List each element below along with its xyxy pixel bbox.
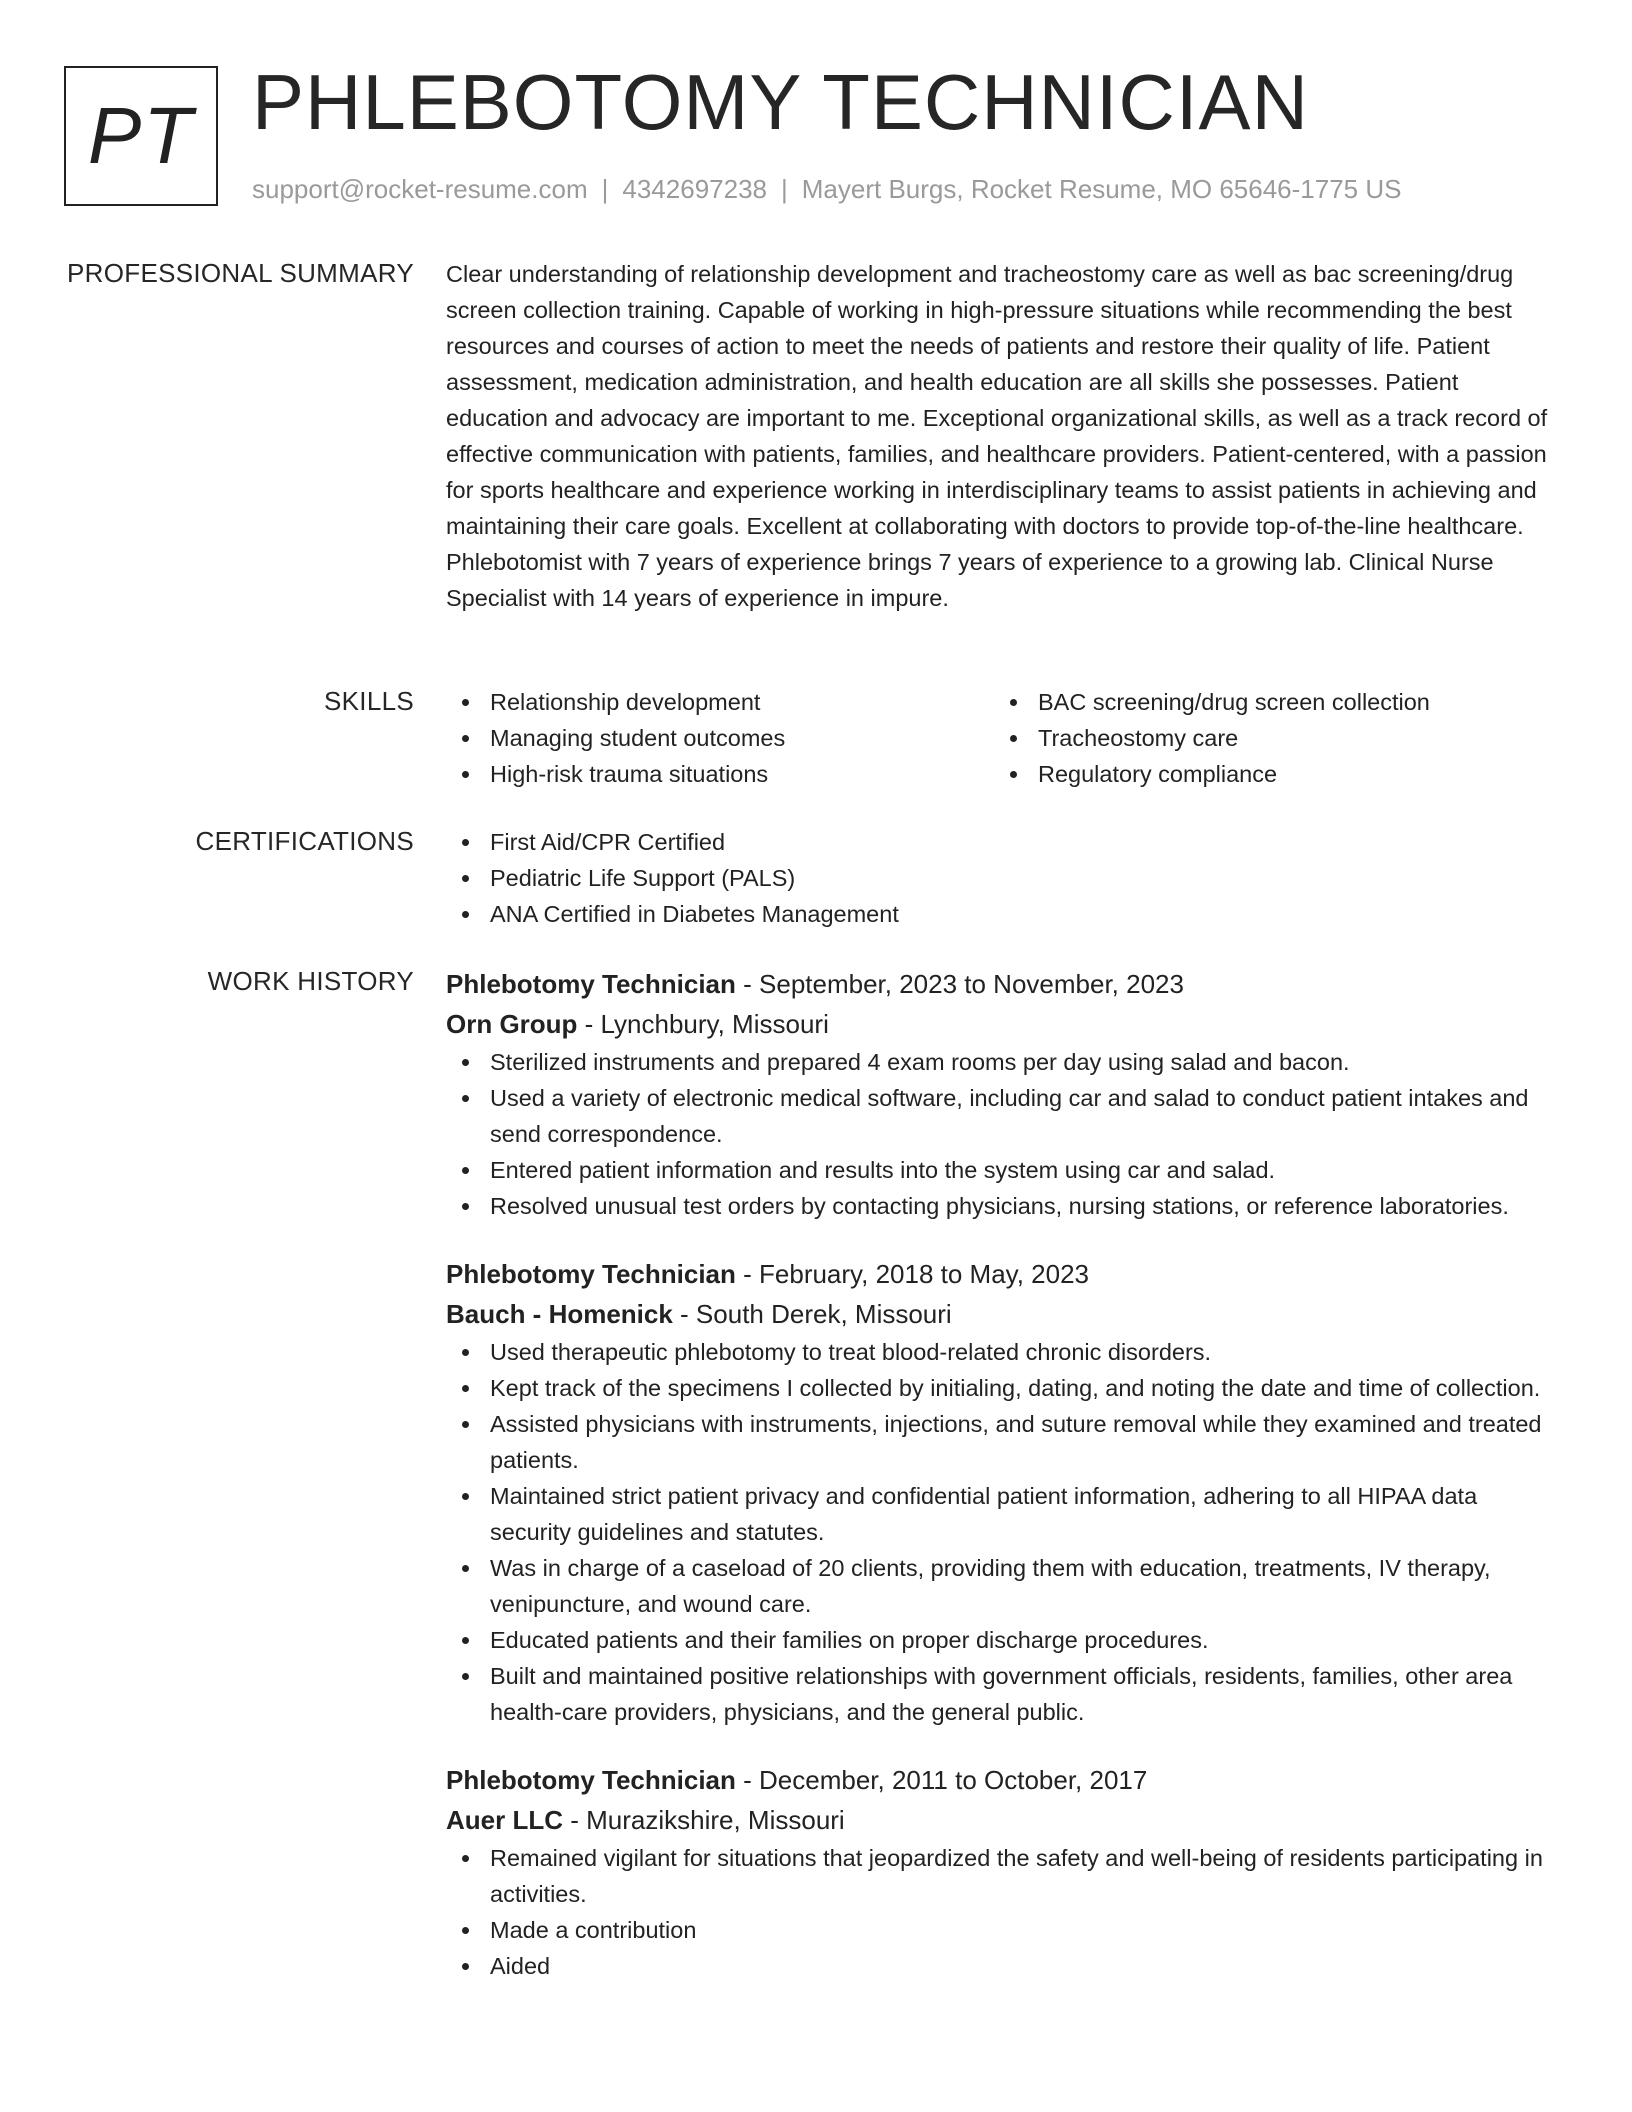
skill-item: Regulatory compliance xyxy=(994,756,1542,792)
job-entry xyxy=(446,1254,1561,1730)
job-bullets xyxy=(446,1334,1561,1730)
summary-heading: PROFESSIONAL SUMMARY xyxy=(67,258,414,288)
monogram-initials: PT xyxy=(87,91,195,180)
job-bullet: Sterilized instruments and prepared 4 exam rooms per day using salad and bacon. xyxy=(446,1044,1561,1080)
job-title-line xyxy=(446,964,1561,1004)
job-entry xyxy=(446,964,1561,1224)
certification-item: Pediatric Life Support (PALS) xyxy=(446,860,1561,896)
contact-email[interactable]: support@rocket-resume.com xyxy=(252,174,588,204)
job-company-line xyxy=(446,1294,1561,1334)
skill-item: Managing student outcomes xyxy=(446,720,994,756)
summary-text: Clear understanding of relationship development and tracheostomy care as well as bac screening/drug screen collection training. Capable of working in high-pressure situations while recommending the best resources and courses of action to meet the needs of patients and restore their quality of life. Patient assessment, medication administration, and health education are all skills she possesses. Patient education and advocacy are important to me. Exceptional organizational skills, as well as a track record of effective communication with patients, families, and healthcare providers. Patient-centered, with a passion for sports healthcare and experience working in interdisciplinary teams to assist patients in achieving and maintaining their care goals. Excellent at collaborating with doctors to provide top-of-the-line healthcare. Phlebotomist with 7 years of experience brings 7 years of experience to a growing lab. Clinical Nurse Specialist with 14 years of experience in impure. xyxy=(446,261,1548,611)
work-history-heading: WORK HISTORY xyxy=(207,966,414,996)
job-bullet: Was in charge of a caseload of 20 clients, providing them with education, treatments, IV therapy, venipuncture, and wound care. xyxy=(446,1550,1561,1622)
job-entry xyxy=(446,1760,1561,1984)
job-bullet: Aided xyxy=(446,1948,1561,1984)
job-company-line xyxy=(446,1800,1561,1840)
job-company: Orn Group xyxy=(446,1009,578,1039)
job-title-line xyxy=(446,1254,1561,1294)
job-location: - South Derek, Missouri xyxy=(672,1299,952,1329)
contact-address: Mayert Burgs, Rocket Resume, MO 65646-1775 US xyxy=(801,174,1402,204)
job-company-line xyxy=(446,1004,1561,1044)
certifications-body xyxy=(446,824,1561,932)
job-dates: - February, 2018 to May, 2023 xyxy=(735,1259,1090,1289)
job-role: Phlebotomy Technician xyxy=(446,1765,736,1795)
job-bullet: Made a contribution xyxy=(446,1912,1561,1948)
certifications-list xyxy=(446,824,1561,932)
contact-separator: | xyxy=(781,174,788,204)
job-bullets xyxy=(446,1044,1561,1224)
job-bullets xyxy=(446,1840,1561,1984)
skill-item: Tracheostomy care xyxy=(994,720,1542,756)
job-bullet: Kept track of the specimens I collected by initialing, dating, and noting the date and time of collection. xyxy=(446,1370,1561,1406)
contact-separator: | xyxy=(601,174,609,204)
job-dates: - December, 2011 to October, 2017 xyxy=(735,1765,1148,1795)
page-title: PHLEBOTOMY TECHNICIAN xyxy=(252,58,1309,146)
contact-phone[interactable]: 4342697238 xyxy=(622,174,767,204)
job-bullet: Remained vigilant for situations that jeopardized the safety and well-being of residents participating in activities. xyxy=(446,1840,1561,1912)
contact-line xyxy=(252,174,1401,205)
job-title-line xyxy=(446,1760,1561,1800)
skills-body xyxy=(446,684,1561,792)
job-dates: - September, 2023 to November, 2023 xyxy=(735,969,1184,999)
job-bullet: Used a variety of electronic medical software, including car and salad to conduct patient intakes and send correspondence. xyxy=(446,1080,1561,1152)
job-location: - Lynchbury, Missouri xyxy=(577,1009,829,1039)
monogram-logo xyxy=(64,66,218,206)
job-bullet: Assisted physicians with instruments, injections, and suture removal while they examined and treated patients. xyxy=(446,1406,1561,1478)
certification-item: ANA Certified in Diabetes Management xyxy=(446,896,1561,932)
job-bullet: Maintained strict patient privacy and confidential patient information, adhering to all HIPAA data security guidelines and statutes. xyxy=(446,1478,1561,1550)
skills-heading: SKILLS xyxy=(324,686,414,716)
job-bullet: Resolved unusual test orders by contacting physicians, nursing stations, or reference laboratories. xyxy=(446,1188,1561,1224)
job-role: Phlebotomy Technician xyxy=(446,1259,736,1289)
job-bullet: Built and maintained positive relationships with government officials, residents, families, other area health-care providers, physicians, and the general public. xyxy=(446,1658,1561,1730)
skill-item: High-risk trauma situations xyxy=(446,756,994,792)
summary-body xyxy=(446,256,1561,616)
skills-list xyxy=(446,684,1561,792)
job-bullet: Entered patient information and results into the system using car and salad. xyxy=(446,1152,1561,1188)
skill-item: BAC screening/drug screen collection xyxy=(994,684,1542,720)
work-history-body xyxy=(446,964,1561,2014)
job-location: - Murazikshire, Missouri xyxy=(563,1805,845,1835)
job-company: Bauch - Homenick xyxy=(446,1299,673,1329)
job-role: Phlebotomy Technician xyxy=(446,969,736,999)
skill-item: Relationship development xyxy=(446,684,994,720)
job-company: Auer LLC xyxy=(446,1805,563,1835)
certification-item: First Aid/CPR Certified xyxy=(446,824,1561,860)
job-bullet: Educated patients and their families on proper discharge procedures. xyxy=(446,1622,1561,1658)
certifications-heading: CERTIFICATIONS xyxy=(195,826,414,856)
job-bullet: Used therapeutic phlebotomy to treat blood-related chronic disorders. xyxy=(446,1334,1561,1370)
